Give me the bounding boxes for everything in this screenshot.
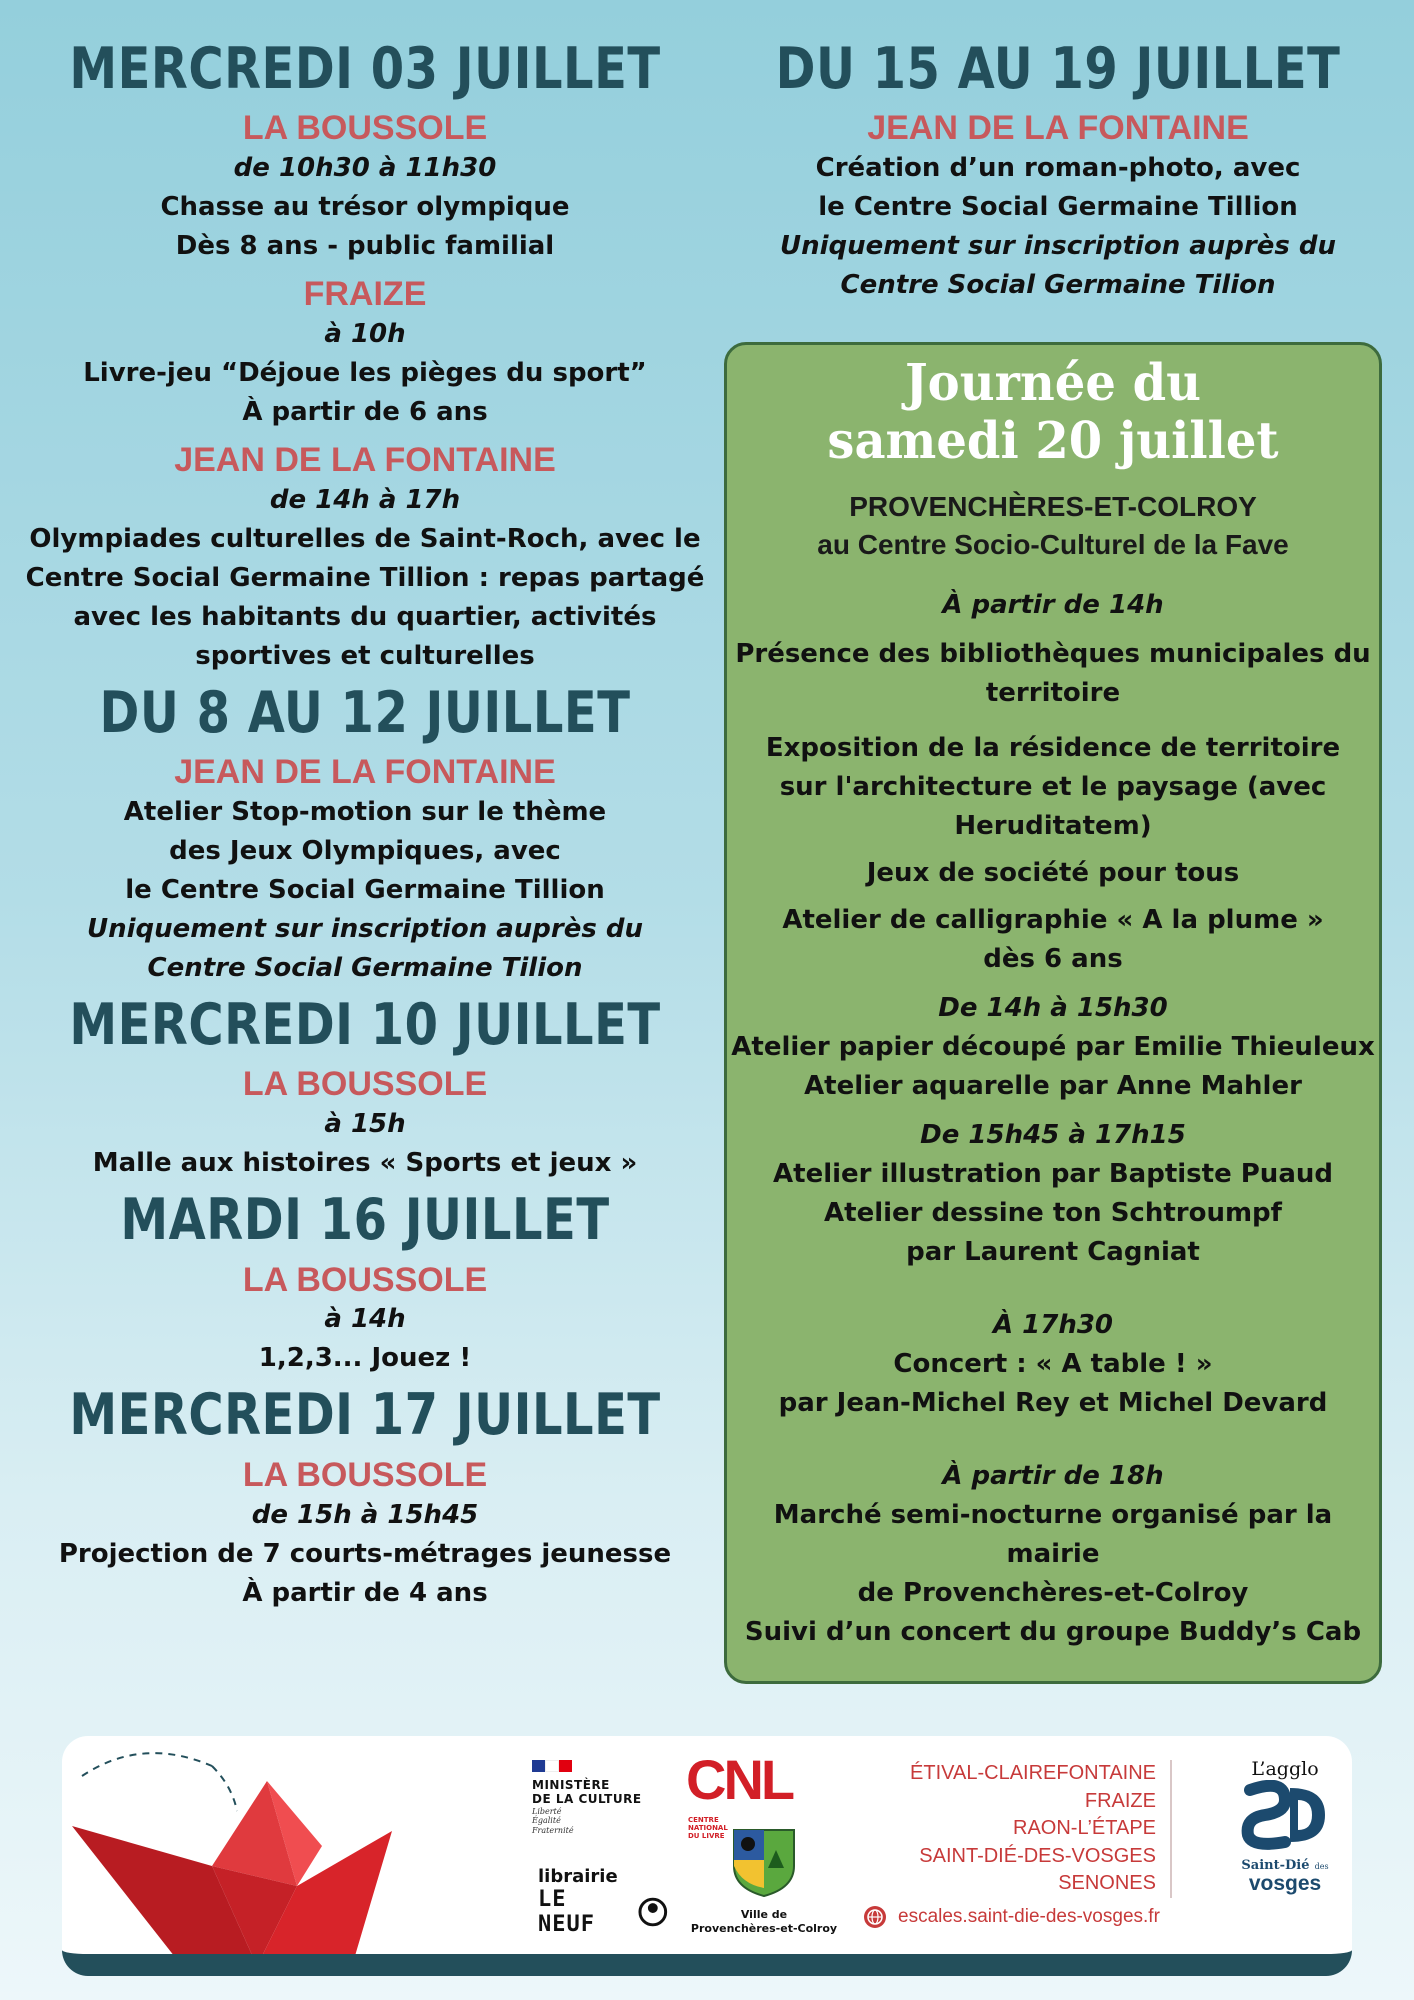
cnl-word: CNL <box>686 1748 793 1811</box>
event-desc-line: Projection de 7 courts-métrages jeunesse <box>58 1538 672 1569</box>
schedule-line: Atelier papier découpé par Emilie Thieuleux <box>731 1031 1375 1062</box>
event-day-title: Journée du <box>904 353 1202 413</box>
footer-partners <box>62 1736 1352 1976</box>
event-time: de 14h à 17h <box>269 484 461 515</box>
registration-note: Uniquement sur inscription auprès du <box>86 913 644 944</box>
schedule-line: dès 6 ans <box>983 943 1123 974</box>
event-time: à 15h <box>324 1109 406 1140</box>
coat-of-arms-icon <box>732 1828 796 1898</box>
schedule-line: Atelier aquarelle par Anne Mahler <box>804 1070 1302 1101</box>
date-heading: MERCREDI 03 JUILLET <box>69 35 661 103</box>
schedule-item <box>727 1496 1379 1652</box>
schedule-line: sur l'architecture et le paysage (avec <box>779 771 1327 802</box>
event-block <box>20 1260 710 1379</box>
ville-text: Provenchères-et-Colroy <box>690 1922 838 1936</box>
event-desc-line: Dès 8 ans - public familial <box>175 231 555 262</box>
venue-name: LA BOUSSOLE <box>242 1455 488 1494</box>
ministere-motto: Fraternité <box>532 1825 574 1835</box>
schedule-item <box>727 635 1379 713</box>
registration-note: Centre Social Germaine Tilion <box>840 270 1276 301</box>
agglo-text: Saint-Dié <box>1241 1858 1310 1873</box>
schedule-line: Heruditatem) <box>954 810 1152 841</box>
librairie-text: librairie <box>538 1866 618 1887</box>
event-block <box>20 1064 710 1183</box>
date-heading: DU 8 AU 12 JUILLET <box>99 679 631 746</box>
event-desc-line: Malle aux histoires « Sports et jeux » <box>92 1148 638 1179</box>
french-flag-icon <box>532 1760 572 1772</box>
schedule-line: Exposition de la résidence de territoire <box>765 732 1341 763</box>
ministere-text: MINISTÈRE <box>532 1778 610 1792</box>
date-heading: DU 15 AU 19 JUILLET <box>775 35 1341 103</box>
schedule-time: À partir de 18h <box>942 1460 1164 1491</box>
ministere-motto: Liberté <box>532 1806 562 1816</box>
event-desc-line: À partir de 4 ans <box>242 1577 488 1608</box>
event-block <box>20 108 710 266</box>
cnl-subtitle-line: NATIONAL <box>688 1824 728 1833</box>
event-time: à 10h <box>324 318 406 349</box>
schedule-item <box>727 729 1379 846</box>
sd-monogram-icon <box>1240 1780 1330 1850</box>
ville-text: Ville de <box>740 1908 788 1921</box>
event-desc-line: 1,2,3... Jouez ! <box>258 1343 472 1374</box>
event-time: de 15h à 15h45 <box>251 1499 479 1530</box>
registration-note: Uniquement sur inscription auprès du <box>779 231 1337 262</box>
schedule-line: par Laurent Cagniat <box>906 1236 1200 1267</box>
agglo-saint-die-logo <box>1230 1758 1340 1894</box>
event-block <box>20 1455 710 1613</box>
event-desc-line: Livre-jeu “Déjoue les pièges du sport” <box>83 357 647 388</box>
schedule-line: Présence des bibliothèques municipales du <box>735 638 1371 669</box>
schedule-item <box>727 1155 1379 1272</box>
event-block <box>20 440 710 676</box>
venue-name: JEAN DE LA FONTAINE <box>174 753 556 792</box>
nine-icon <box>638 1894 668 1930</box>
website-url[interactable]: escales.saint-die-des-vosges.fr <box>898 1906 1160 1927</box>
event-desc-line: avec les habitants du quartier, activités <box>73 601 657 632</box>
ministere-motto: Égalité <box>532 1816 561 1826</box>
agglo-text: des <box>1314 1862 1329 1871</box>
schedule-line: Atelier illustration par Baptiste Puaud <box>773 1158 1333 1189</box>
date-heading: MARDI 16 JUILLET <box>120 1187 610 1254</box>
librairie-le-neuf-logo <box>538 1866 668 1937</box>
event-day-title: samedi 20 juillet <box>827 411 1279 470</box>
schedule-time: De 14h à 15h30 <box>938 992 1168 1023</box>
schedule-line: Atelier de calligraphie « A la plume » <box>782 904 1324 935</box>
event-desc-line: À partir de 6 ans <box>242 396 488 427</box>
event-desc-line: le Centre Social Germaine Tillion <box>125 874 605 905</box>
schedule-line: territoire <box>985 677 1121 708</box>
registration-note: Centre Social Germaine Tilion <box>147 952 583 983</box>
venue-name: LA BOUSSOLE <box>242 1065 488 1104</box>
schedule-item <box>727 1345 1379 1423</box>
event-desc-line: des Jeux Olympiques, avec <box>169 835 561 866</box>
event-desc-line: Atelier Stop-motion sur le thème <box>123 796 607 827</box>
venue-name: JEAN DE LA FONTAINE <box>174 440 556 479</box>
globe-icon <box>864 1906 886 1928</box>
event-desc-line: Olympiades culturelles de Saint-Roch, avec le <box>29 523 701 554</box>
schedule-item <box>727 854 1379 893</box>
town-name: SAINT-DIÉ-DES-VOSGES <box>919 1844 1156 1867</box>
ministere-culture-logo <box>532 1760 672 1836</box>
town-name: SENONES <box>1058 1872 1156 1895</box>
event-block <box>20 752 710 988</box>
agglo-title: L’agglo <box>1251 1758 1319 1780</box>
town-name: FRAIZE <box>1084 1789 1156 1812</box>
schedule-time: De 15h45 à 17h15 <box>920 1119 1186 1150</box>
right-column <box>722 35 1394 305</box>
left-column <box>20 35 710 1617</box>
venue-name: JEAN DE LA FONTAINE <box>867 109 1249 148</box>
schedule-time: À partir de 14h <box>942 589 1164 620</box>
event-desc-line: Création d’un roman-photo, avec <box>815 153 1301 184</box>
event-place: PROVENCHÈRES-ET-COLROY <box>849 491 1257 523</box>
schedule-line: Marché semi-nocturne organisé par la mairie <box>773 1499 1333 1569</box>
town-name: RAON-L’ÉTAPE <box>1013 1817 1156 1840</box>
venue-name: LA BOUSSOLE <box>242 109 488 148</box>
schedule-line: par Jean-Michel Rey et Michel Devard <box>778 1387 1328 1418</box>
venue-name: FRAIZE <box>303 275 427 314</box>
event-day-box <box>724 342 1382 1684</box>
venue-name: LA BOUSSOLE <box>242 1260 488 1299</box>
provencheres-logo <box>684 1828 844 1937</box>
cnl-subtitle-line: CENTRE <box>688 1816 719 1824</box>
event-desc-line: sportives et culturelles <box>195 640 535 671</box>
town-name: ÉTIVAL-CLAIREFONTAINE <box>910 1762 1156 1784</box>
town-list <box>852 1760 1172 1898</box>
cnl-subtitle-line: DU LIVRE <box>688 1832 725 1841</box>
cnl-logo <box>686 1748 836 1841</box>
schedule-line: Suivi d’un concert du groupe Buddy’s Cab <box>744 1616 1362 1647</box>
event-block <box>20 274 710 432</box>
event-time: de 10h30 à 11h30 <box>233 153 497 184</box>
librairie-text: LE NEUF <box>538 1887 595 1937</box>
schedule-line: Concert : « A table ! » <box>893 1348 1213 1379</box>
event-time: à 14h <box>324 1304 406 1335</box>
schedule-line: Jeux de société pour tous <box>866 857 1240 888</box>
date-heading: MERCREDI 10 JUILLET <box>69 991 661 1058</box>
schedule-item <box>727 901 1379 979</box>
schedule-line: de Provenchères-et-Colroy <box>857 1577 1249 1608</box>
agglo-text: vosges <box>1248 1872 1322 1895</box>
ministere-text: DE LA CULTURE <box>532 1792 642 1807</box>
event-place: au Centre Socio-Culturel de la Fave <box>817 528 1289 560</box>
date-heading: MERCREDI 17 JUILLET <box>69 1382 661 1449</box>
event-desc-line: le Centre Social Germaine Tillion <box>818 192 1298 223</box>
schedule-item <box>727 1028 1379 1106</box>
schedule-line: Atelier dessine ton Schtroumpf <box>824 1197 1282 1228</box>
event-desc-line: Chasse au trésor olympique <box>160 192 570 223</box>
paper-boat-icon <box>62 1736 522 1954</box>
event-desc-line: Centre Social Germaine Tillion : repas partagé <box>25 562 705 593</box>
website-link[interactable] <box>864 1906 1160 1928</box>
schedule-time: À 17h30 <box>992 1309 1114 1340</box>
